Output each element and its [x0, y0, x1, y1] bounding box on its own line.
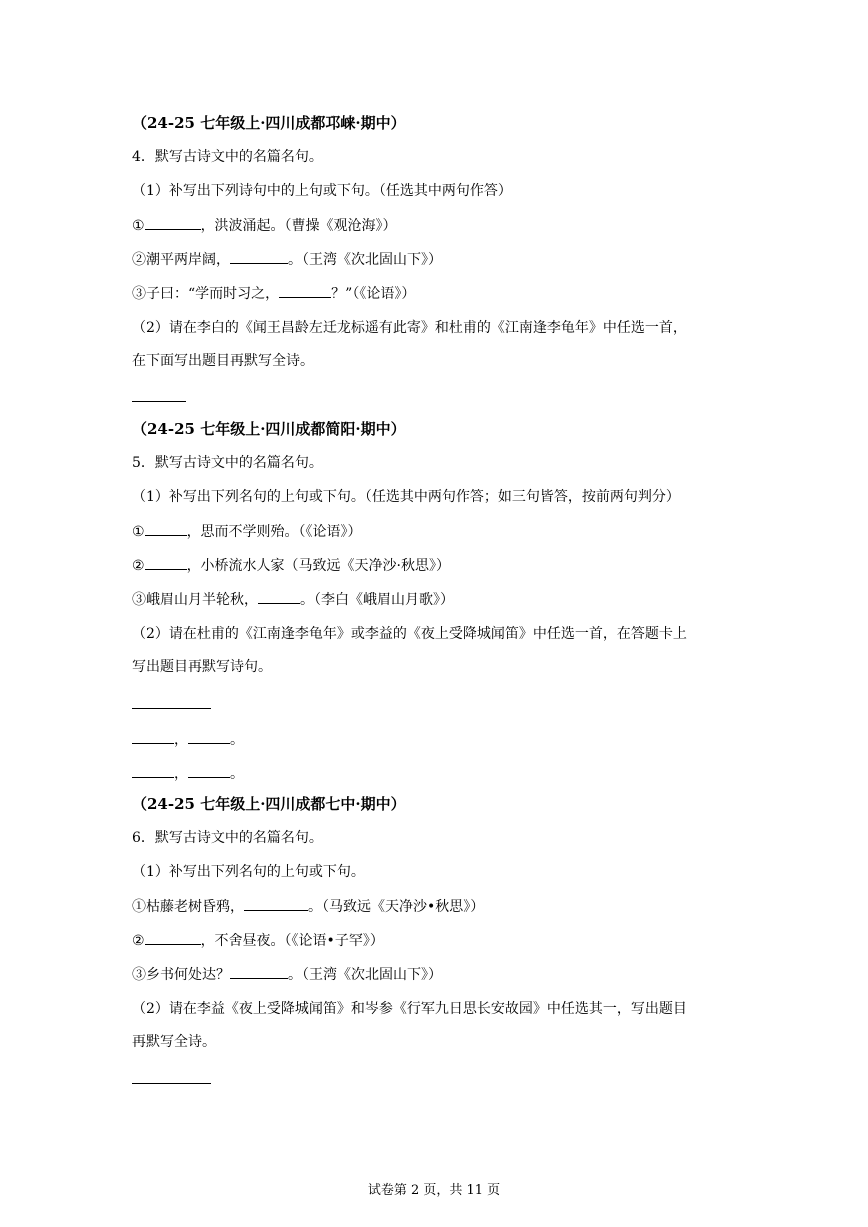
answer-blank[interactable] — [132, 763, 174, 778]
section-heading: （24-25 七年级上·四川成都邛崃·期中） — [132, 114, 406, 132]
question-title: 5．默写古诗文中的名篇名句。 — [132, 455, 323, 471]
answer-blank[interactable] — [145, 555, 187, 570]
answer-blank[interactable] — [244, 896, 308, 911]
answer-blank[interactable] — [145, 215, 201, 230]
fill-item — [132, 896, 484, 917]
item-text: 峨眉山月半轮秋， — [146, 592, 258, 608]
page-footer: 试卷第 2 页，共 11 页 — [367, 1183, 501, 1198]
question-title: 6．默写古诗文中的名篇名句。 — [132, 830, 323, 846]
answer-line[interactable] — [132, 401, 186, 402]
terminator: 。 — [230, 766, 244, 782]
item-number: ① — [132, 899, 146, 915]
separator: ， — [174, 766, 188, 782]
answer-blank[interactable] — [258, 589, 300, 604]
part-instruction: （1）补写出下列名句的上句或下句。（任选其中两句作答；如三句皆答，按前两句判分） — [132, 489, 680, 505]
part-instruction: （2）请在李白的《闻王昌龄左迁龙标遥有此寄》和杜甫的《江南逢李龟年》中任选一首， — [132, 320, 687, 336]
item-text: 枯藤老树昏鸦， — [146, 899, 244, 915]
item-text: ，洪波涌起。（曹操《观沧海》） — [200, 218, 397, 234]
answer-blank[interactable] — [230, 249, 288, 264]
answer-line[interactable] — [132, 1083, 211, 1084]
answer-blank[interactable] — [145, 521, 187, 536]
item-text: 潮平两岸阔， — [146, 252, 230, 268]
part-instruction: （2）请在李益《夜上受降城闻笛》和岑参《行军九日思长安故园》中任选其一，写出题目 — [132, 1001, 687, 1017]
part-instruction: （1）补写出下列名句的上句或下句。 — [132, 864, 365, 880]
answer-row — [132, 763, 244, 784]
terminator: 。 — [230, 732, 244, 748]
part-instruction: 写出题目再默写诗句。 — [132, 659, 272, 675]
answer-row — [132, 729, 244, 750]
section-heading: （24-25 七年级上·四川成都七中·期中） — [132, 795, 406, 813]
item-text: 。（王湾《次北固山下》） — [288, 252, 442, 268]
item-number: ① — [132, 218, 145, 234]
fill-item — [132, 249, 442, 270]
fill-item — [132, 215, 397, 236]
fill-item — [132, 964, 442, 985]
item-number: ③ — [132, 286, 146, 302]
answer-blank[interactable] — [132, 729, 174, 744]
answer-blank[interactable] — [188, 763, 230, 778]
part-instruction: 在下面写出题目再默写全诗。 — [132, 353, 314, 369]
item-text: 。（马致远《天净沙•秋思》） — [308, 899, 485, 915]
part-instruction: （2）请在杜甫的《江南逢李龟年》或李益的《夜上受降城闻笛》中任选一首，在答题卡上 — [132, 626, 687, 642]
fill-item — [132, 589, 454, 610]
item-text: 子曰：“学而时习之， — [146, 286, 280, 302]
answer-blank[interactable] — [230, 964, 288, 979]
item-text: ，小桥流水人家（马致远《天净沙·秋思》） — [186, 558, 451, 574]
fill-item — [132, 930, 384, 951]
fill-item — [132, 521, 362, 542]
item-number: ② — [132, 933, 145, 949]
item-number: ② — [132, 558, 145, 574]
fill-item — [132, 555, 450, 576]
question-title: 4．默写古诗文中的名篇名句。 — [132, 149, 323, 165]
item-number: ③ — [132, 967, 146, 983]
fill-item — [132, 283, 415, 304]
answer-blank[interactable] — [145, 930, 201, 945]
item-text: 。（王湾《次北固山下》） — [288, 967, 442, 983]
item-number: ② — [132, 252, 146, 268]
answer-line[interactable] — [132, 708, 211, 709]
part-instruction: 再默写全诗。 — [132, 1034, 216, 1050]
item-text: 乡书何处达？ — [146, 967, 230, 983]
item-text: ，思而不学则殆。（《论语》） — [186, 524, 362, 540]
item-number: ③ — [132, 592, 146, 608]
item-number: ① — [132, 524, 145, 540]
item-text: ，不舍昼夜。（《论语•子罕》） — [200, 933, 384, 949]
separator: ， — [174, 732, 188, 748]
item-text: 。（李白《峨眉山月歌》） — [300, 592, 454, 608]
part-instruction: （1）补写出下列诗句中的上句或下句。（任选其中两句作答） — [132, 183, 512, 199]
item-text: ？”（《论语》） — [331, 286, 416, 302]
answer-blank[interactable] — [279, 283, 331, 298]
section-heading: （24-25 七年级上·四川成都简阳·期中） — [132, 420, 406, 438]
answer-blank[interactable] — [188, 729, 230, 744]
